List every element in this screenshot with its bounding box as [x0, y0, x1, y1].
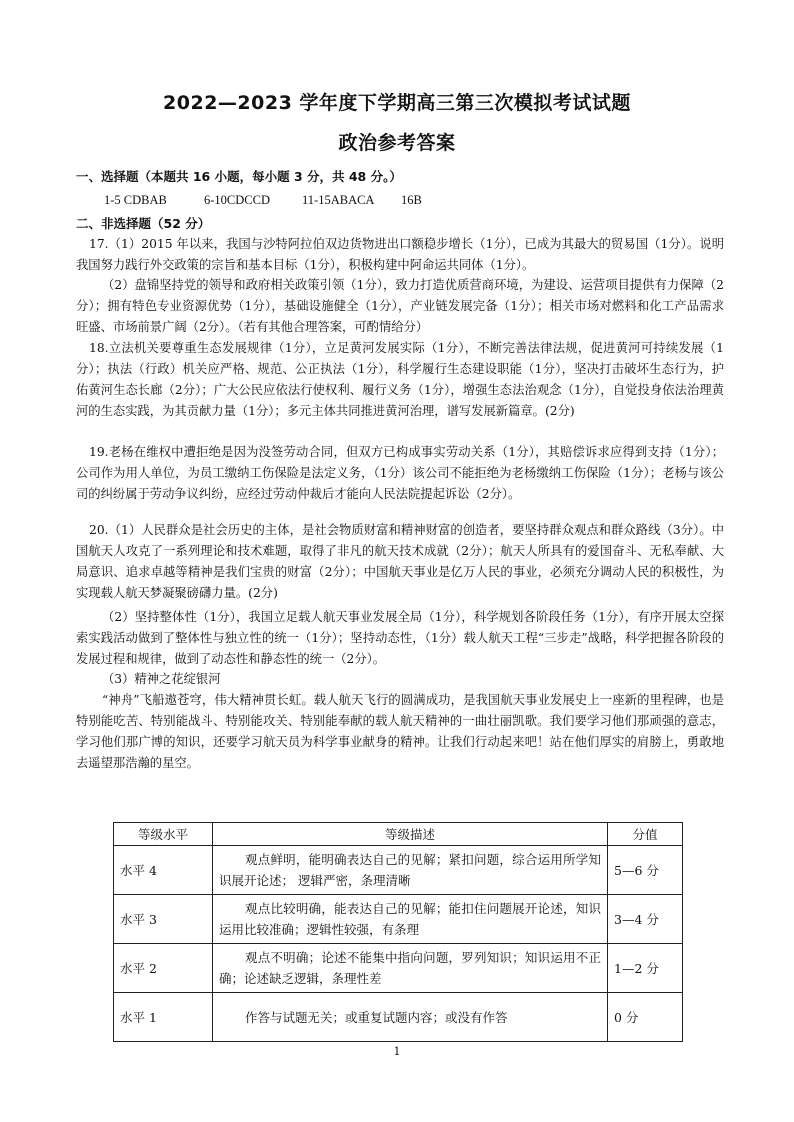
choice-answers	[104, 193, 422, 208]
answer-17-1: 17.（1）2015 年以来，我国与沙特阿拉伯双边货物进出口额稳步增长（1分），已成为其最大的贸易国（1分）。说明我国努力践行外交政策的宗旨和基本目标（1分），积极构建中阿命运共同体（1分）。	[76, 237, 724, 272]
answer-group: 11-15ABACA	[302, 193, 375, 207]
answer-18: 18.立法机关要尊重生态发展规律（1分），立足黄河发展实际（1分），不断完善法律法规，促进黄河可持续发展（1分）；执法（行政）机关应严格、规范、公正执法（1分），科学履行生态建设职能（1分），坚决打击破坏生态行为，护佑黄河生态长廊（2分）；广大公民应依法行使权利、履行义务（1分），增强生态法治观念（1分），自觉投身依法治理黄河的生态实践，为其贡献力量（1分）；多元主体共同推进黄河治理，谱写发展新篇章。(2分)	[76, 341, 724, 418]
score-cell: 5—6 分	[608, 846, 683, 895]
desc-cell: 观点不明确；论述不能集中指向问题，罗列知识；知识运用不正确；论述缺乏逻辑，条理性差	[213, 944, 608, 993]
page-title: 2022—2023 学年度下学期高三第三次模拟考试试题	[163, 92, 631, 114]
grading-table	[113, 822, 683, 1042]
table-row	[114, 944, 683, 993]
answer-group: 16B	[401, 193, 422, 207]
answer-19: 19.老杨在维权中遭拒绝是因为没签劳动合同，但双方已构成事实劳动关系（1分），其赔偿诉求应得到支持（1分）；公司作为用人单位，为员工缴纳工伤保险是法定义务，（1分）该公司不能拒绝为老杨缴纳工伤保险（1分）；老杨与该公司的纠纷属于劳动争议纠纷，应经过劳动仲裁后才能向人民法院提起诉讼（2分）。	[76, 445, 724, 501]
table-row	[114, 846, 683, 895]
desc-cell: 作答与试题无关；或重复试题内容；或没有作答	[213, 993, 608, 1042]
level-cell: 水平 2	[114, 944, 213, 993]
header-score: 分值	[608, 823, 683, 846]
level-cell: 水平 3	[114, 895, 213, 944]
answer-17-2: （2）盘锦坚持党的领导和政府相关政策引领（1分），致力打造优质营商环境，为建设、运营项目提供有力保障（2分）；拥有特色专业资源优势（1分），基础设施健全（1分），产业链发展完备（1分）；相关市场对燃料和化工产品需求旺盛、市场前景广阔（2分）。（若有其他合理答案，可酌情给分）	[76, 278, 724, 334]
essay-body: “神舟”飞船遨苍穹，伟大精神贯长虹。载人航天飞行的圆满成功，是我国航天事业发展史上一座新的里程碑，也是特别能吃苦、特别能战斗、特别能攻关、特别能奉献的载人航天精神的一曲壮丽凯歌。我们要学习他们那顽强的意志，学习他们那广博的知识，还要学习航天员为科学事业献身的精神。让我们行动起来吧！站在他们厚实的肩膀上，勇敢地去遥望那浩瀚的星空。	[76, 693, 724, 770]
answer-20-3-title: （3）精神之花绽银河	[102, 672, 221, 686]
answer-group: 1-5 CDBAB	[104, 193, 167, 207]
answer-group: 6-10CDCCD	[204, 193, 270, 207]
table-row	[114, 895, 683, 944]
header-desc: 等级描述	[213, 823, 608, 846]
desc-cell: 观点比较明确，能表达自己的见解；能扣住问题展开论述，知识运用比较准确；逻辑性较强，有条理	[213, 895, 608, 944]
answer-20-2: （2）坚持整体性（1分），我国立足载人航天事业发展全局（1分），科学规划各阶段任务（1分），有序开展太空探索实践活动做到了整体性与独立性的统一（1分）；坚持动态性，（1分）载人航天工程“三步走”战略，科学把握各阶段的发展过程和规律，做到了动态性和静态性的统一（2分）。	[76, 610, 724, 666]
level-cell: 水平 1	[114, 993, 213, 1042]
table-row	[114, 993, 683, 1042]
score-cell: 3—4 分	[608, 895, 683, 944]
answer-20-1: 20.（1）人民群众是社会历史的主体，是社会物质财富和精神财富的创造者，要坚持群众观点和群众路线（3分）。中国航天人攻克了一系列理论和技术难题，取得了非凡的航天技术成就（2分）；航天人所具有的爱国奋斗、无私奉献、大局意识、追求卓越等精神是我们宝贵的财富（2分）；中国航天事业是亿万人民的事业，必须充分调动人民的积极性，为实现载人航天梦凝聚磅礴力量。(2分)	[76, 523, 724, 600]
header-level: 等级水平	[114, 823, 213, 846]
score-cell: 1—2 分	[608, 944, 683, 993]
page-number: 1	[393, 1045, 401, 1058]
table-header-row	[114, 823, 683, 846]
desc-cell: 观点鲜明，能明确表达自己的见解；紧扣问题，综合运用所学知识展开论述； 逻辑严密，条理清晰	[213, 846, 608, 895]
section-1-heading: 一、选择题（本题共 16 小题，每小题 3 分，共 48 分。）	[76, 169, 402, 184]
page-subtitle: 政治参考答案	[338, 132, 456, 154]
level-cell: 水平 4	[114, 846, 213, 895]
score-cell: 0 分	[608, 993, 683, 1042]
section-2-heading: 二、非选择题（52 分）	[76, 216, 211, 231]
